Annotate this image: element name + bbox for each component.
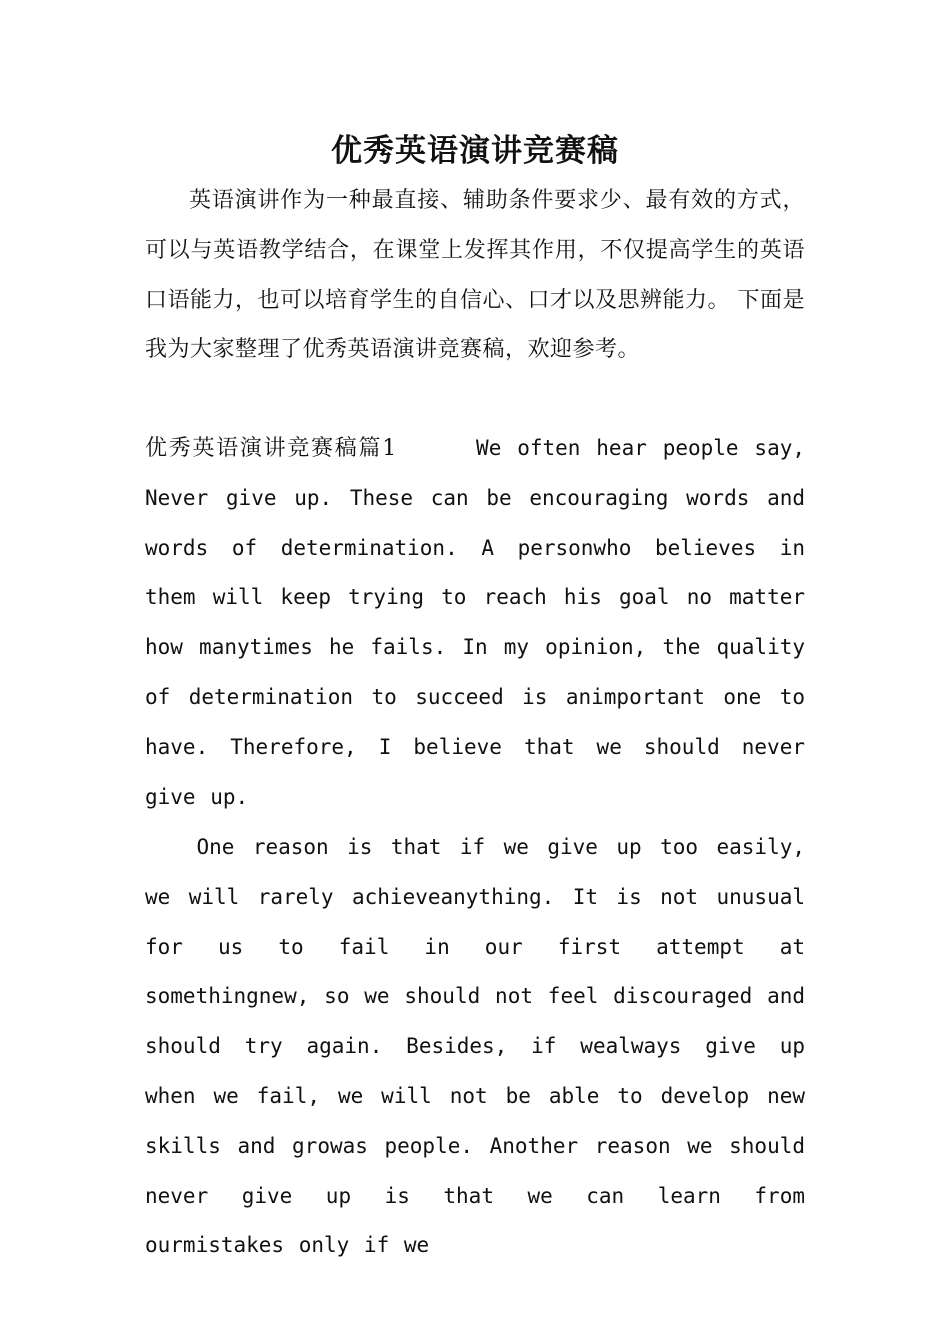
speech-paragraph-1	[145, 424, 805, 822]
intro-paragraph: 英语演讲作为一种最直接、辅助条件要求少、最有效的方式，可以与英语教学结合，在课堂上发挥其作用，不仅提高学生的英语口语能力，也可以培育学生的自信心、口才以及思辨能力。 下面是我为大家整理了优秀英语演讲竞赛稿，欢迎参考。	[145, 188, 805, 363]
section-heading: 优秀英语演讲竞赛稿篇1	[145, 436, 397, 461]
document-title: 优秀英语演讲竞赛稿	[331, 133, 619, 169]
speech-paragraph-2: One reason is that if we give up too easily, we will rarely achieveanything. It is not unusual for us to fail in our first attempt at somethingnew, so we should not feel discouraged and should try again. Besides, if wealways give up when we fail, we will not be able to develop new skills and growas people. Another reason we should never give up is that we can learn from ourmistakes only if we	[145, 835, 805, 1258]
paragraph-1-text: We often hear people say, Never give up. These can be encouraging words and words of determination. A personwho believes in them will keep trying to reach his goal no matter how manytimes he fails. In my opinion, the quality of determination to succeed is animportant one to have. Therefore, I believe that we should never give up.	[145, 436, 806, 809]
